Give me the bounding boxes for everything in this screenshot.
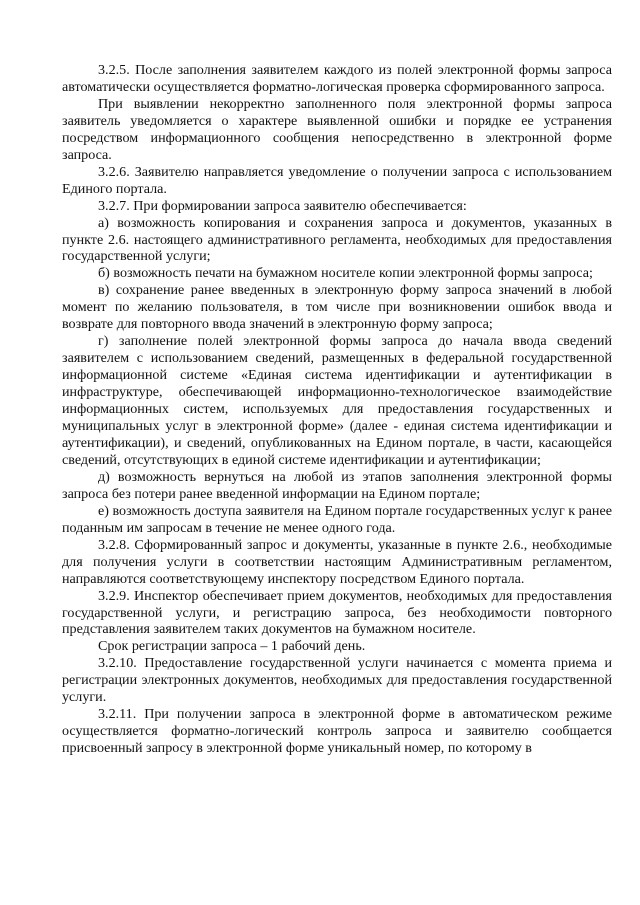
paragraph-3-2-11: 3.2.11. При получении запроса в электронной форме в автоматическом режиме осуществляется форматно-логический контроль запроса и заявителю сообщается присвоенный запросу в электронной форме уникальный номер, по которому в	[62, 706, 612, 757]
paragraph-registration-term: Срок регистрации запроса – 1 рабочий день.	[98, 638, 366, 655]
paragraph-error-notice: При выявлении некорректно заполненного поля электронной формы запроса заявитель уведомляется о характере выявленной ошибки и порядке ее устранения посредством информационного сообщения непосредственно в электронной форме запроса.	[62, 95, 612, 163]
paragraph-3-2-9: 3.2.9. Инспектор обеспечивает прием документов, необходимых для предоставления государственной услуги, и регистрацию запроса, без необходимости повторного представления заявителем таких документов на бумажном носителе.	[62, 587, 612, 638]
list-item-a: а) возможность копирования и сохранения запроса и документов, указанных в пункте 2.6. настоящего административного регламента, необходимых для предоставления государственной услуги;	[62, 214, 612, 265]
paragraph-3-2-10: 3.2.10. Предоставление государственной услуги начинается с момента приема и регистрации электронных документов, необходимых для предоставления государственной услуги.	[62, 655, 612, 706]
paragraph-3-2-6: 3.2.6. Заявителю направляется уведомление о получении запроса с использованием Единого портала.	[62, 163, 612, 197]
list-item-d: д) возможность вернуться на любой из этапов заполнения электронной формы запроса без потери ранее введенной информации на Едином портале;	[62, 468, 612, 502]
paragraph-3-2-5: 3.2.5. После заполнения заявителем каждого из полей электронной формы запроса автоматически осуществляется форматно-логическая проверка сформированного запроса.	[62, 62, 612, 95]
list-item-e: е) возможность доступа заявителя на Едином портале государственных услуг к ранее поданным им запросам в течение не менее одного года.	[62, 502, 612, 536]
list-item-v: в) сохранение ранее введенных в электронную форму запроса значений в любой момент по желанию пользователя, в том числе при возникновении ошибок ввода и возврате для повторного ввода значений в электронную форму запроса;	[62, 282, 612, 333]
paragraph-3-2-7: 3.2.7. При формировании запроса заявителю обеспечивается:	[98, 197, 467, 214]
document-page	[62, 62, 612, 757]
paragraph-3-2-8: 3.2.8. Сформированный запрос и документы, указанные в пункте 2.6., необходимые для получения услуги в соответствии настоящим Административным регламентом, направляются соответствующему инспектору посредством Единого портала.	[62, 536, 612, 587]
list-item-g: г) заполнение полей электронной формы запроса до начала ввода сведений заявителем с использованием сведений, размещенных в федеральной государственной информационной системе «Единая система идентификации и аутентификации в инфраструктуре, обеспечивающей информационно-технологическое взаимодействие информационных систем, используемых для предоставления государственных и муниципальных услуг в электронной форме» (далее - единая система идентификации и аутентификации), и сведений, опубликованных на Едином портале, в части, касающейся сведений, отсутствующих в единой системе идентификации и аутентификации;	[62, 333, 612, 468]
list-item-b: б) возможность печати на бумажном носителе копии электронной формы запроса;	[98, 265, 593, 282]
